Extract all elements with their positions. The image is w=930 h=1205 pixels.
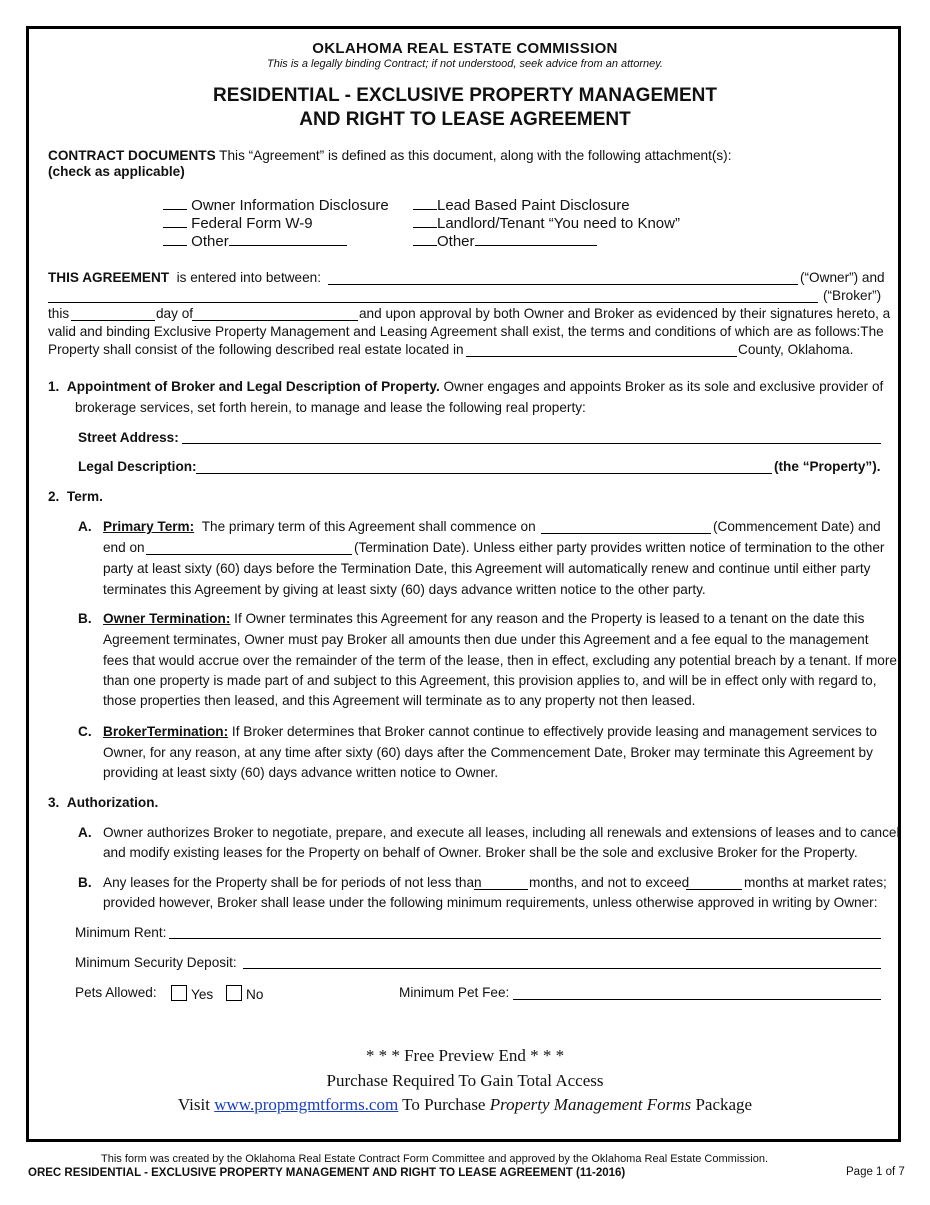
no-label: No [246,987,264,1002]
owner-termination-line3: fees that would accrue over the remainder of the term of the lease, then in effect, excluding any potential breach by a tenant. If more [103,653,897,668]
lease-period-text: Any leases for the Property shall be for periods of not less than [103,875,482,890]
item-letter: A. [78,519,92,534]
pets-yes-option[interactable] [171,985,213,1002]
item-letter: A. [78,825,92,840]
attachment-label: Federal Form W-9 [191,215,313,232]
footer-created-by: This form was created by the Oklahoma Real Estate Contract Form Committee and approved by the Oklahoma Real Estate Commission. [101,1153,769,1165]
attachment-label: Other [191,233,229,250]
owner-name-field[interactable] [328,284,798,285]
attachment-other2[interactable] [413,233,597,250]
primary-term-line1 [103,519,536,534]
attachment-lead-paint[interactable] [413,197,630,214]
checkbox-line[interactable] [163,197,187,210]
legal-disclaimer: This is a legally binding Contract; if not understood, seek advice from an attorney. [266,58,663,70]
legal-description-label: Legal Description: [78,459,197,474]
attachment-label: Other [437,233,475,250]
attachment-label: Lead Based Paint Disclosure [437,197,630,214]
no-checkbox[interactable] [226,985,242,1001]
market-rates-text: months at market rates; [744,875,887,890]
commencement-date-field[interactable] [541,533,711,534]
section1-line2: brokerage services, set forth herein, to manage and lease the following real property: [75,400,586,415]
attachment-w9[interactable] [163,215,313,232]
primary-term-heading: Primary Term: [103,519,195,534]
minimum-rent-label: Minimum Rent: [75,925,167,940]
purchase-link[interactable]: www.propmgmtforms.com [214,1095,399,1114]
min-pet-fee-label: Minimum Pet Fee: [399,985,510,1000]
checkbox-line[interactable] [413,197,437,210]
the-property-tag: (the “Property”). [774,459,881,474]
property-location-text: Property shall consist of the following described real estate located in [48,342,464,357]
other-fill-line[interactable] [475,233,597,246]
package-text: Package [691,1095,753,1114]
legal-description-field[interactable] [196,473,772,474]
end-on: end on [103,540,145,555]
contract-documents-text: This “Agreement” is defined as this document, along with the following attachment(s): [215,148,732,163]
check-note: (check as applicable) [48,164,185,179]
minimum-deposit-field[interactable] [243,968,881,969]
section2-heading [48,489,103,504]
agreement-line1 [48,270,321,285]
commencement-tag: (Commencement Date) and [713,519,881,534]
broker-termination-line3: providing at least sixty (60) days advance written notice to Owner. [103,765,499,780]
authorization-a-line1: Owner authorizes Broker to negotiate, prepare, and execute all leases, including all renewals and extensions of leases and to cancel [103,825,900,840]
document-title-line1: RESIDENTIAL - EXCLUSIVE PROPERTY MANAGEMENT [213,85,717,106]
minimum-rent-field[interactable] [169,938,881,939]
checkbox-line[interactable] [413,233,437,246]
broker-termination-line2: Owner, for any reason, at any time after sixty (60) days after the Commencement Date, Broker may terminate this Agreement by [103,745,873,760]
section-number: 2. [48,489,60,504]
owner-termination-line2: Agreement terminates, Owner must pay Broker all amounts then due under this Agreement and a fee equal to the management [103,632,869,647]
section1-line1 [48,379,883,394]
section1-heading: Appointment of Broker and Legal Description of Property. [66,379,440,394]
document-title-line2: AND RIGHT TO LEASE AGREEMENT [299,109,631,130]
broker-tag: (“Broker”) [823,288,882,303]
broker-termination-text: If Broker determines that Broker cannot continue to effectively provide leasing and management services to [228,724,877,739]
broker-termination-line1 [103,724,877,739]
section1-text: Owner engages and appoints Broker as its sole and exclusive provider of [439,379,884,394]
broker-name-field[interactable] [48,302,818,303]
page-number: Page 1 of 7 [846,1166,905,1178]
months-text: months, and not to exceed [529,875,690,890]
day-field[interactable] [71,320,155,321]
section-number: 3. [48,795,60,810]
attachment-label: Owner Information Disclosure [191,197,389,214]
upon-approval-text: and upon approval by both Owner and Broker as evidenced by their signatures hereto, a [359,306,891,321]
owner-termination-line4: than one property is made part of and subject to this Agreement, this provision applies to, and will be in effect only with regard to, [103,673,877,688]
authorization-a-line2: and modify existing leases for the Property on behalf of Owner. Broker shall be the sole and exclusive Broker for the Property. [103,845,858,860]
street-address-field[interactable] [182,443,881,444]
authorization-b-line2: provided however, Broker shall lease under the following minimum requirements, unless otherwise approved in writing by Owner: [103,895,878,910]
primary-term-line4: terminates this Agreement by giving at least sixty (60) days advance written notice to the other party. [103,582,706,597]
attachment-label: Landlord/Tenant “You need to Know” [437,215,680,232]
purchase-line [0,1095,930,1115]
attachment-owner-info[interactable] [163,197,389,214]
min-months-field[interactable] [474,889,528,890]
visit-text: Visit [177,1095,215,1114]
primary-term-text: The primary term of this Agreement shall commence on [201,519,536,534]
attachment-other1[interactable] [163,233,347,250]
term-heading: Term. [66,489,103,504]
minimum-deposit-label: Minimum Security Deposit: [75,955,237,970]
product-name: Property Management Forms [489,1095,692,1114]
county-oklahoma: County, Oklahoma. [738,342,854,357]
purchase-required-notice: Purchase Required To Gain Total Access [326,1071,604,1090]
primary-term-line3: party at least sixty (60) days before the Termination Date, this Agreement will automatically renew and continue until either party [103,561,871,576]
owner-termination-line5: those properties then leased, and this Agreement will terminate as to any property not then leased. [103,693,696,708]
checkbox-line[interactable] [413,215,437,228]
termination-date-field[interactable] [146,554,352,555]
item-letter: C. [78,724,92,739]
this-agreement-label: THIS AGREEMENT [48,270,170,285]
section3-heading [48,795,158,810]
checkbox-line[interactable] [163,233,187,246]
to-purchase-text: To Purchase [398,1095,490,1114]
street-address-label: Street Address: [78,430,179,445]
day-of: day of [156,306,194,321]
checkbox-line[interactable] [163,215,187,228]
other-fill-line[interactable] [229,233,347,246]
min-pet-fee-field[interactable] [513,999,881,1000]
broker-termination-heading: BrokerTermination: [103,724,229,739]
item-letter: B. [78,611,92,626]
month-field[interactable] [192,320,358,321]
attachment-landlord-tenant[interactable] [413,215,680,232]
owner-termination-line1 [103,611,864,626]
owner-termination-text: If Owner terminates this Agreement for any reason and the Property is leased to a tenant on the date this [230,611,865,626]
pets-allowed-label: Pets Allowed: [75,985,157,1000]
this-word: this [48,306,70,321]
authorization-heading: Authorization. [66,795,159,810]
owner-tag: (“Owner”) and [800,270,885,285]
footer-form-id: OREC RESIDENTIAL - EXCLUSIVE PROPERTY MANAGEMENT AND RIGHT TO LEASE AGREEMENT (11-2016) [28,1167,626,1179]
contract-documents-label: CONTRACT DOCUMENTS [48,148,216,163]
between-text: is entered into between: [176,270,321,285]
county-field[interactable] [466,356,737,357]
contract-documents-intro [48,148,731,163]
agreement-line4: valid and binding Exclusive Property Management and Leasing Agreement shall exist, the terms and conditions of which are as follows:The [48,324,884,339]
owner-termination-heading: Owner Termination: [103,611,231,626]
pets-no-option[interactable] [226,985,263,1002]
max-months-field[interactable] [686,889,742,890]
preview-end-notice: * * * Free Preview End * * * [365,1046,565,1065]
section-number: 1. [48,379,60,394]
yes-checkbox[interactable] [171,985,187,1001]
commission-name: OKLAHOMA REAL ESTATE COMMISSION [312,40,618,57]
yes-label: Yes [191,987,214,1002]
item-letter: B. [78,875,92,890]
termination-text: (Termination Date). Unless either party provides written notice of termination to the other [354,540,885,555]
